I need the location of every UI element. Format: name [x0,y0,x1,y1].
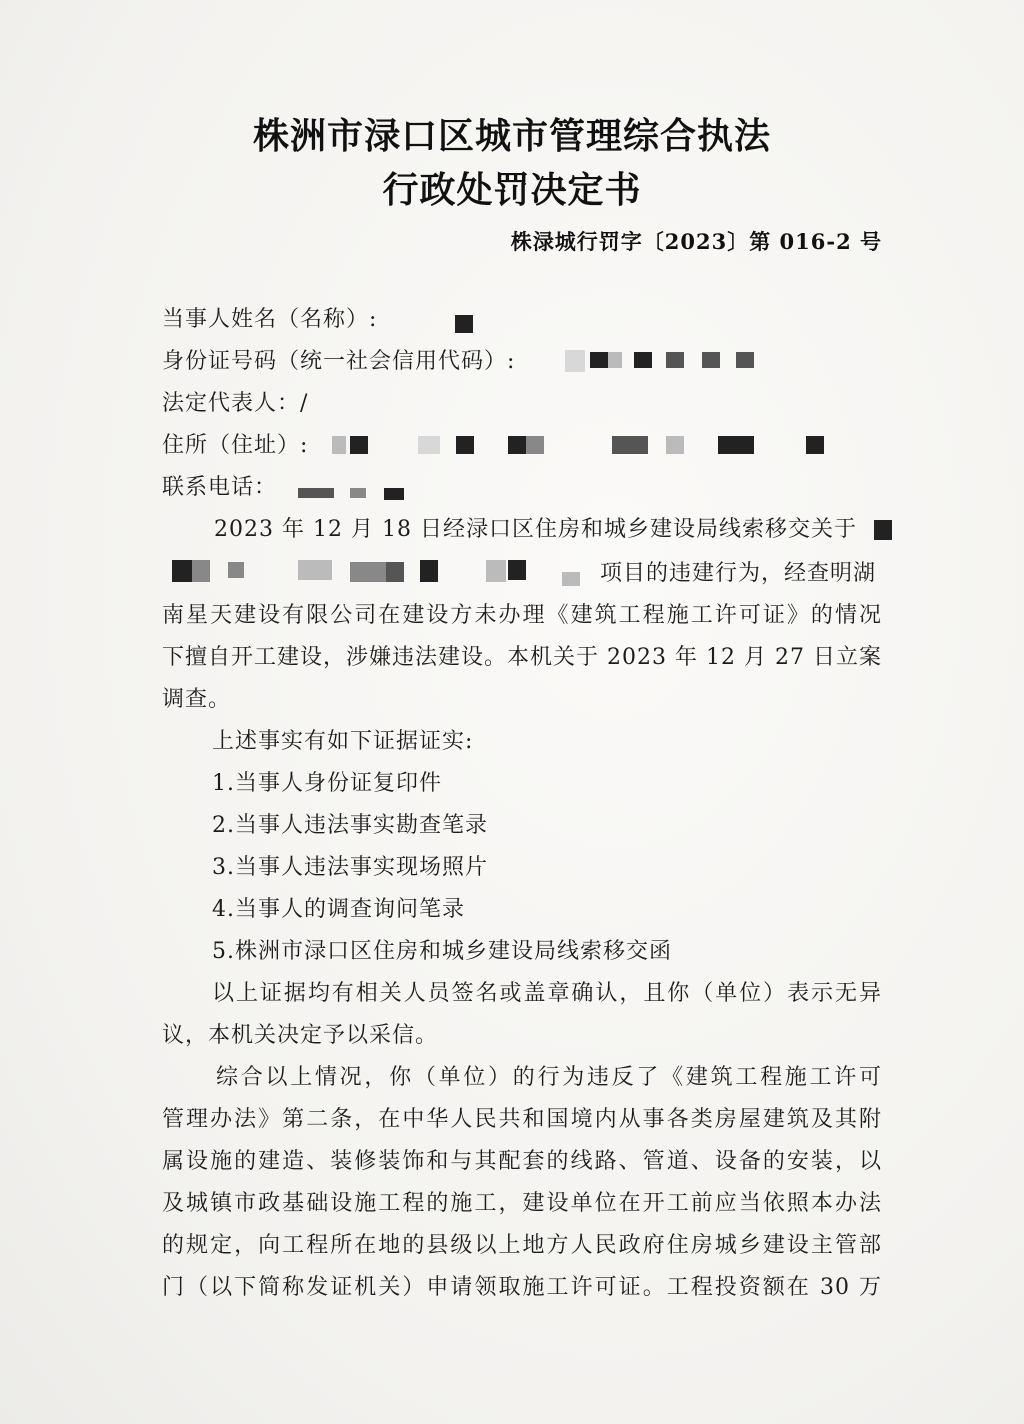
body-paragraph-line: 及城镇市政基础设施工程的施工，建设单位在开工前应当依照本办法 [162,1191,882,1216]
body-paragraph-line: 以上证据均有相关人员签名或盖章确认，且你（单位）表示无异 [212,981,882,1006]
party-name-label: 当事人姓名（名称）: [162,307,378,332]
evidence-intro: 上述事实有如下证据证实: [212,729,474,754]
document-title-line1: 株洲市渌口区城市管理综合执法 [252,116,771,157]
evidence-item: 2.当事人违法事实勘查笔录 [212,813,488,838]
party-phone-label: 联系电话： [162,475,278,500]
evidence-item: 3.当事人违法事实现场照片 [212,855,488,880]
body-paragraph-line: 项目的违建行为，经查明湖 [600,561,877,586]
body-paragraph-line: 管理办法》第二条，在中华人民共和国境内从事各类房屋建筑及其附 [162,1107,882,1132]
document-number: 株渌城行罚字〔2023〕第 016-2 号 [510,229,882,254]
body-paragraph-line: 下擅自开工建设，涉嫌违法建设。本机关于 2023 年 12 月 27 日立案 [162,645,882,670]
evidence-item: 4.当事人的调查询问笔录 [212,897,465,922]
body-paragraph-line: 2023 年 12 月 18 日经渌口区住房和城乡建设局线索移交关于 [214,517,857,542]
body-paragraph-line: 议，本机关决定予以采信。 [162,1023,439,1048]
legal-representative-label: 法定代表人：/ [162,391,309,416]
document-title-line2: 行政处罚决定书 [382,170,642,211]
evidence-item: 5.株洲市渌口区住房和城乡建设局线索移交函 [212,939,672,964]
party-id-label: 身份证号码（统一社会信用代码）: [162,349,516,374]
redaction-block [455,315,473,333]
body-paragraph-line: 综合以上情况，你（单位）的行为违反了《建筑工程施工许可 [216,1065,882,1090]
body-paragraph-line: 的规定，向工程所在地的县级以上地方人民政府住房城乡建设主管部 [162,1233,882,1258]
redaction-block [874,520,892,540]
evidence-item: 1.当事人身份证复印件 [212,771,442,796]
body-paragraph-line: 门（以下简称发证机关）申请领取施工许可证。工程投资额在 30 万 [162,1275,882,1300]
party-address-label: 住所（住址）: [162,433,309,458]
body-paragraph-line: 南星天建设有限公司在建设方未办理《建筑工程施工许可证》的情况 [162,603,882,628]
body-paragraph-line: 属设施的建造、装修装饰和与其配套的线路、管道、设备的安装，以 [162,1149,882,1174]
body-paragraph-line: 调查。 [162,687,232,712]
